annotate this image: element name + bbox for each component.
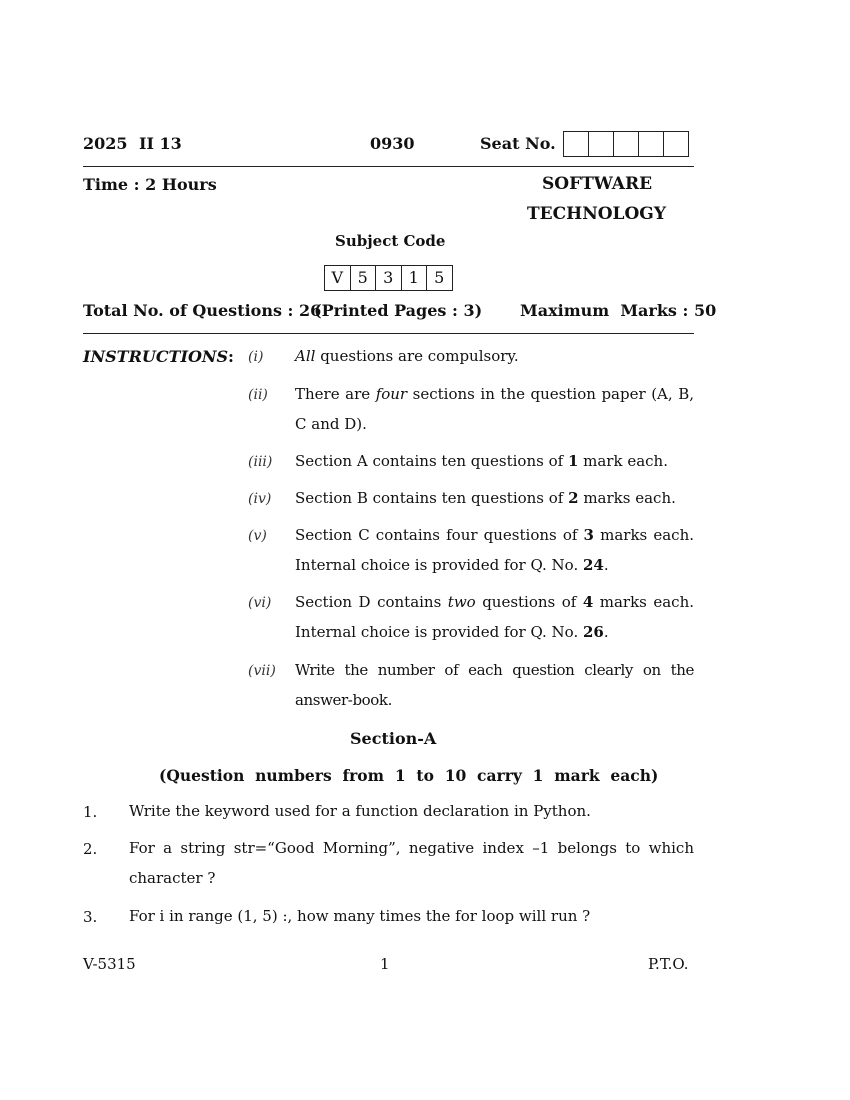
seat-label: Seat No. — [480, 134, 556, 153]
section-subtitle: (Question numbers from 1 to 10 carry 1 mark each) — [159, 766, 659, 785]
question-text: Write the keyword used for a function declaration in Python. — [129, 802, 591, 820]
subject-code-digit: 3 — [376, 266, 402, 290]
instruction-number: (iii) — [248, 454, 273, 470]
total-questions: Total No. of Questions : 26 — [83, 301, 322, 320]
question-text: For a string str=“Good Morning”, negative index –1 belongs to which character ? — [129, 839, 694, 887]
instruction-item: Section B contains ten questions of 2 marks each. — [295, 489, 676, 507]
instruction-number: (vii) — [248, 663, 276, 679]
instruction-number: (iv) — [248, 491, 272, 507]
section-title: Section-A — [350, 729, 437, 748]
subject-title-line1: SOFTWARE — [542, 174, 653, 194]
seat-box[interactable] — [664, 132, 688, 156]
header-divider — [83, 166, 694, 167]
instruction-number: (ii) — [248, 387, 268, 403]
question-text: For i in range (1, 5) :, how many times the for loop will run ? — [129, 907, 591, 925]
instruction-item: Section C contains four questions of 3 marks each. Internal choice is provided for Q. No. 24. — [295, 526, 694, 574]
seat-box[interactable] — [589, 132, 614, 156]
instruction-item: All questions are compulsory. — [295, 347, 519, 365]
seat-number-boxes[interactable] — [563, 131, 689, 157]
page-number: 1 — [380, 955, 390, 973]
instructions-colon: : — [228, 347, 234, 366]
maximum-marks: Maximum Marks : 50 — [520, 301, 717, 320]
printed-pages: (Printed Pages : 3) — [314, 301, 483, 320]
paper-code: 0930 — [370, 134, 415, 153]
instruction-number: (v) — [248, 528, 267, 544]
question-number: 3. — [83, 908, 98, 926]
instruction-number: (vi) — [248, 595, 272, 611]
instruction-item: Section A contains ten questions of 1 mark each. — [295, 452, 668, 470]
instruction-item: Write the number of each question clearly on the answer-book. — [295, 661, 694, 709]
subject-code-digit: 5 — [434, 268, 445, 287]
question-number: 2. — [83, 840, 98, 858]
instruction-item: Section D contains two questions of 4 marks each. Internal choice is provided for Q. No. 26. — [295, 593, 695, 641]
footer-paper-code: V-5315 — [83, 955, 136, 973]
time-allowed: Time : 2 Hours — [83, 175, 217, 194]
question-number: 1. — [83, 803, 98, 821]
subject-code-digit: V — [325, 266, 351, 290]
instruction-number: (i) — [248, 349, 264, 365]
subject-code-boxes — [324, 265, 453, 291]
instructions-divider — [83, 333, 694, 334]
year-code: 2025 — [83, 134, 128, 153]
subject-title-line2: TECHNOLOGY — [527, 204, 666, 224]
subject-code-digit: 1 — [402, 266, 428, 290]
instructions-label: INSTRUCTIONS — [83, 347, 229, 366]
series-code: II 13 — [139, 134, 182, 153]
subject-code-digit: 5 — [351, 266, 377, 290]
seat-box[interactable] — [639, 132, 664, 156]
please-turn-over: P.T.O. — [648, 955, 689, 973]
seat-box[interactable] — [614, 132, 639, 156]
subject-code-label: Subject Code — [335, 232, 446, 250]
instruction-item: There are four sections in the question paper (A, B, C and D). — [295, 385, 694, 433]
seat-box[interactable] — [564, 132, 589, 156]
